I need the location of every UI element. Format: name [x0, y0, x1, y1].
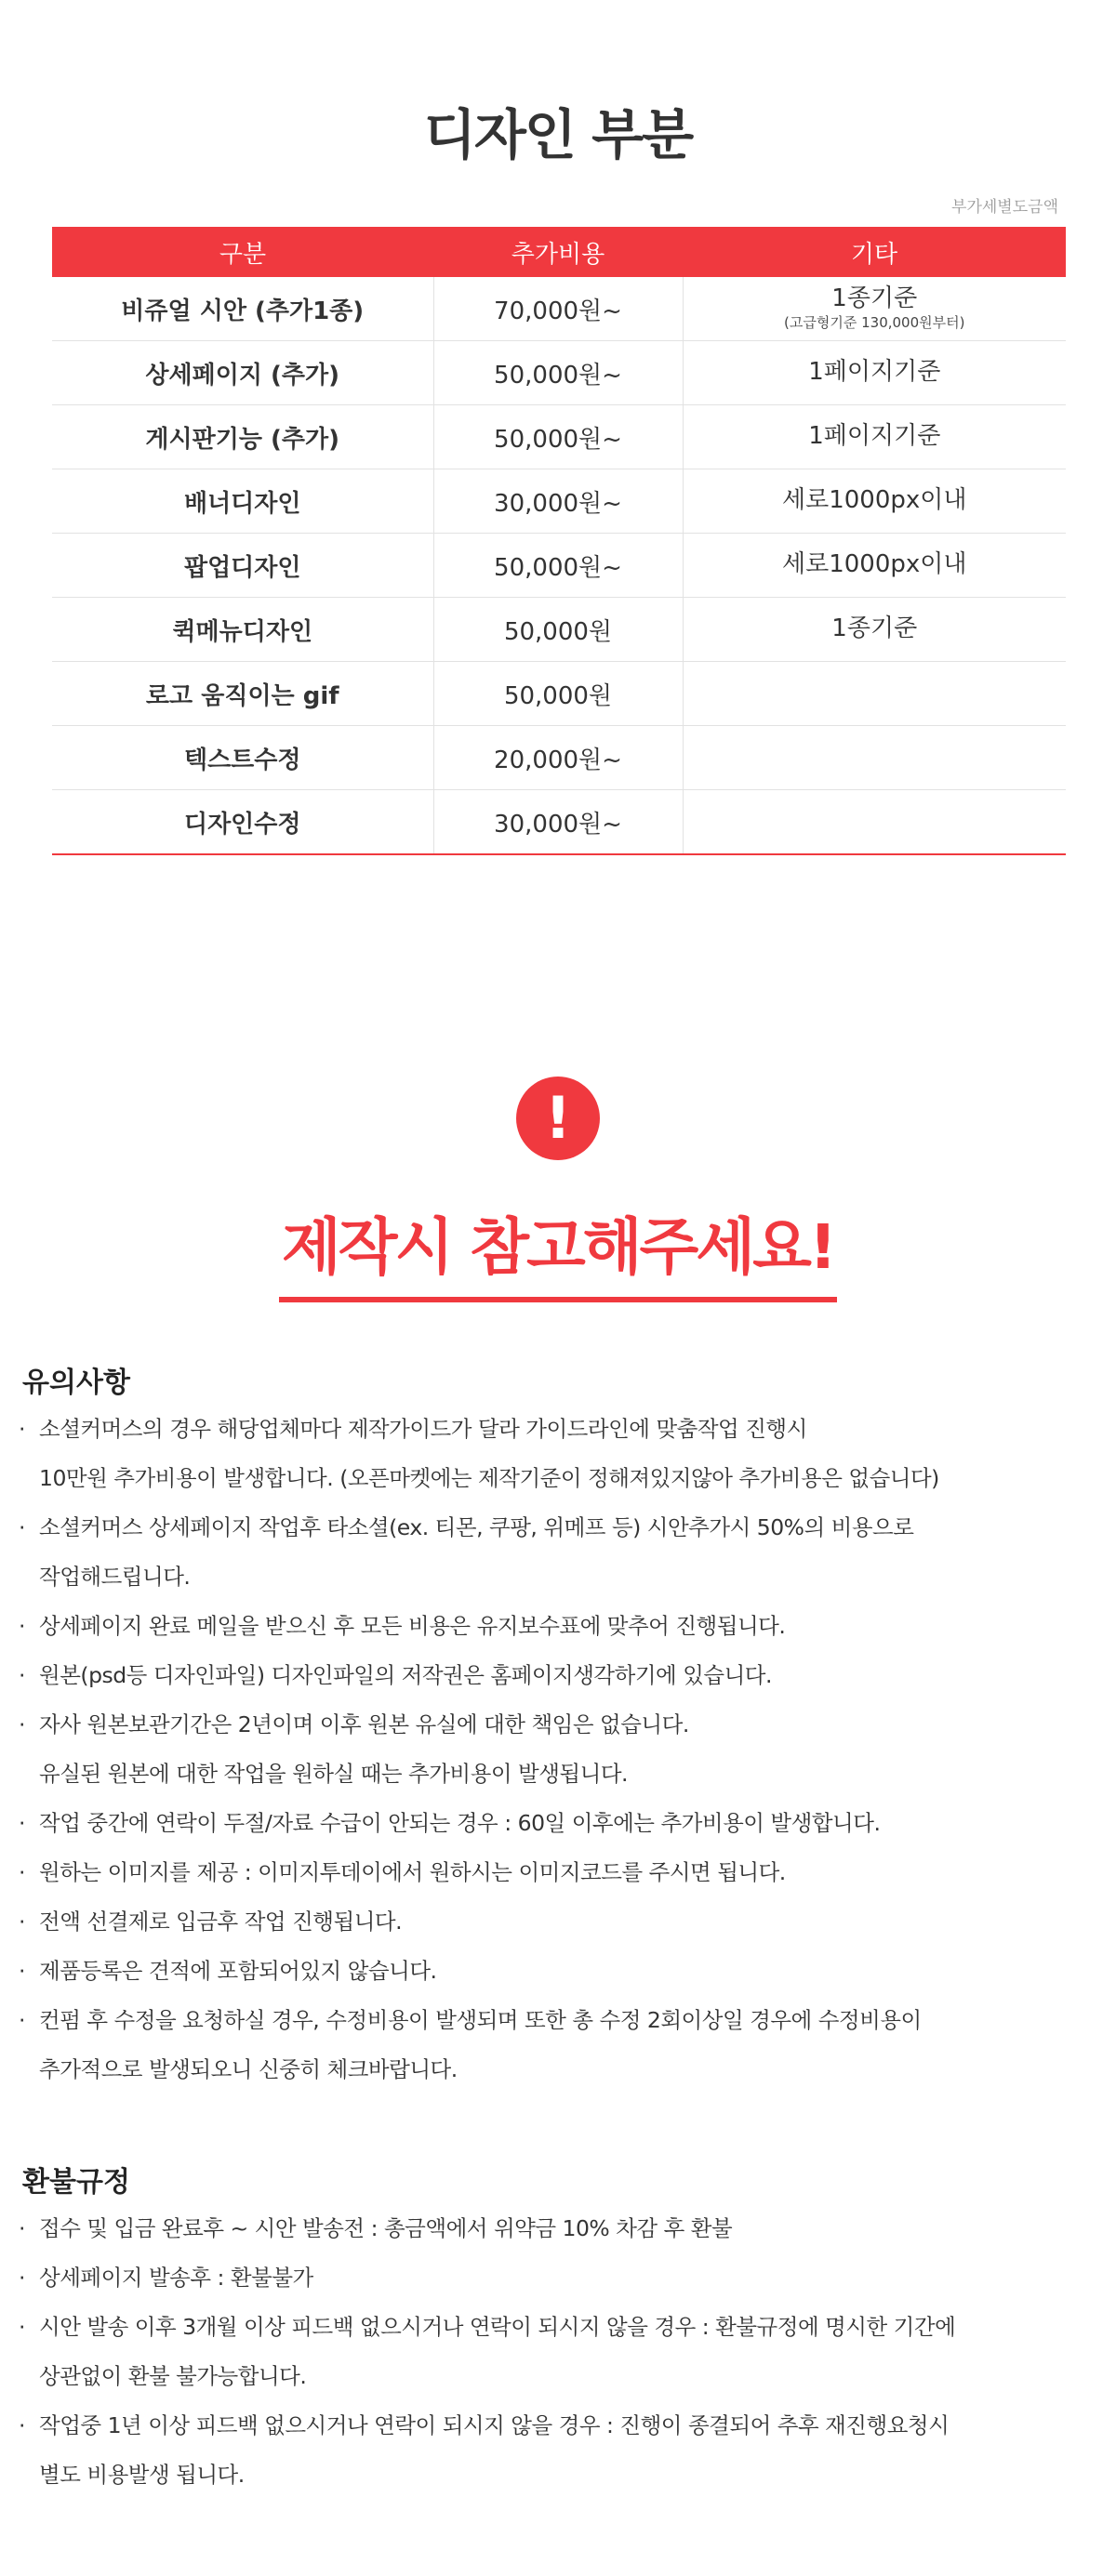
list-item — [19, 1947, 1097, 1996]
row-note — [683, 726, 1066, 790]
table-row — [52, 405, 1066, 469]
list-item — [19, 1700, 1097, 1799]
header-price: 추가비용 — [433, 227, 683, 277]
list-item — [19, 2253, 1097, 2303]
list-item — [19, 2204, 1097, 2253]
table-row — [52, 598, 1066, 662]
table-row — [52, 726, 1066, 790]
row-note — [683, 277, 1066, 341]
list-item — [19, 1848, 1097, 1897]
row-price: 70,000원~ — [433, 277, 683, 341]
list-item-line: · 소셜커머스의 경우 해당업체마다 제작가이드가 달라 가이드라인에 맞춤작업 진행시 — [39, 1416, 807, 1442]
list-item-line: · 상세페이지 발송후 : 환불불가 — [39, 2265, 313, 2291]
row-name: 퀵메뉴디자인 — [52, 598, 433, 662]
vat-note: 부가세별도금액 — [951, 198, 1058, 217]
list-item-line: 추가적으로 발생되오니 신중히 체크바랍니다. — [39, 2056, 458, 2082]
table-row — [52, 277, 1066, 341]
row-name: 비쥬얼 시안 (추가1종) — [52, 277, 433, 341]
refund-list — [19, 2204, 1097, 2500]
row-name: 배너디자인 — [52, 469, 433, 534]
notice-title-underline — [279, 1297, 837, 1302]
table-row — [52, 790, 1066, 855]
table-row — [52, 534, 1066, 598]
row-name: 텍스트수정 — [52, 726, 433, 790]
row-name: 상세페이지 (추가) — [52, 341, 433, 405]
list-item — [19, 1503, 1097, 1602]
list-item — [19, 1651, 1097, 1700]
list-item — [19, 1897, 1097, 1947]
row-price: 50,000원 — [433, 662, 683, 726]
row-price: 20,000원~ — [433, 726, 683, 790]
list-item — [19, 2303, 1097, 2401]
list-item-line: 상관없이 환불 불가능합니다. — [39, 2363, 307, 2389]
row-price: 50,000원 — [433, 598, 683, 662]
header-category: 구분 — [52, 227, 433, 277]
row-name: 팝업디자인 — [52, 534, 433, 598]
list-item-line: · 자사 원본보관기간은 2년이며 이후 원본 유실에 대한 책임은 없습니다. — [39, 1711, 689, 1737]
notice-title: 제작시 참고해주세요! — [282, 1211, 834, 1283]
row-subnote: (고급형기준 130,000원부터) — [784, 314, 965, 332]
table-row — [52, 341, 1066, 405]
list-item — [19, 1405, 1097, 1503]
row-note-text: 1종기준 — [831, 284, 918, 313]
list-item-line: · 상세페이지 완료 메일을 받으신 후 모든 비용은 유지보수표에 맞추어 진행됩니다. — [39, 1613, 786, 1639]
list-item — [19, 1799, 1097, 1848]
list-item-line: · 제품등록은 견적에 포함되어있지 않습니다. — [39, 1958, 437, 1984]
row-note — [683, 662, 1066, 726]
row-note — [683, 790, 1066, 855]
row-note: 세로1000px이내 — [683, 534, 1066, 598]
exclamation-icon: ! — [516, 1077, 600, 1160]
row-name: 게시판기능 (추가) — [52, 405, 433, 469]
table-row — [52, 662, 1066, 726]
list-item-line: 유실된 원본에 대한 작업을 원하실 때는 추가비용이 발생됩니다. — [39, 1761, 628, 1787]
list-item-line: 10만원 추가비용이 발생합니다. (오픈마켓에는 제작기준이 정해져있지않아 추가비용은 없습니다) — [39, 1465, 939, 1491]
list-item-line: · 작업 중간에 연락이 두절/자료 수급이 안되는 경우 : 60일 이후에는 추가비용이 발생합니다. — [39, 1810, 881, 1836]
row-price: 50,000원~ — [433, 405, 683, 469]
row-note: 세로1000px이내 — [683, 469, 1066, 534]
list-item-line: 작업해드립니다. — [39, 1564, 191, 1590]
list-item-line: · 컨펌 후 수정을 요청하실 경우, 수정비용이 발생되며 또한 총 수정 2회이상일 경우에 수정비용이 — [39, 2007, 922, 2033]
list-item — [19, 1602, 1097, 1651]
list-item-line: · 원하는 이미지를 제공 : 이미지투데이에서 원하시는 이미지코드를 주시면 됩니다. — [39, 1859, 786, 1885]
list-item-line: · 작업중 1년 이상 피드백 없으시거나 연락이 되시지 않을 경우 : 진행이 종결되어 추후 재진행요청시 — [39, 2412, 950, 2438]
row-price: 50,000원~ — [433, 534, 683, 598]
design-price-table — [52, 227, 1066, 855]
list-item-line: · 시안 발송 이후 3개월 이상 피드백 없으시거나 연락이 되시지 않을 경우 : 환불규정에 명시한 기간에 — [39, 2314, 956, 2340]
row-name: 로고 움직이는 gif — [52, 662, 433, 726]
row-price: 50,000원~ — [433, 341, 683, 405]
list-item-line: 별도 비용발생 됩니다. — [39, 2462, 245, 2488]
precautions-heading: 유의사항 — [22, 1367, 130, 1399]
table-header-row — [52, 227, 1066, 277]
row-price: 30,000원~ — [433, 790, 683, 855]
header-etc: 기타 — [683, 227, 1066, 277]
design-section-title: 디자인 부분 — [423, 103, 693, 166]
row-note: 1페이지기준 — [683, 405, 1066, 469]
list-item-line: · 전액 선결제로 입금후 작업 진행됩니다. — [39, 1909, 403, 1935]
refund-heading: 환불규정 — [22, 2166, 130, 2199]
list-item — [19, 2401, 1097, 2500]
precautions-list — [19, 1405, 1097, 2094]
table-row — [52, 469, 1066, 534]
row-note: 1종기준 — [683, 598, 1066, 662]
list-item — [19, 1996, 1097, 2094]
list-item-line: · 소셜커머스 상세페이지 작업후 타소셜(ex. 티몬, 쿠팡, 위메프 등) 시안추가시 50%의 비용으로 — [39, 1514, 914, 1540]
list-item-line: · 접수 및 입금 완료후 ~ 시안 발송전 : 총금액에서 위약금 10% 차감 후 환불 — [39, 2215, 733, 2241]
row-note: 1페이지기준 — [683, 341, 1066, 405]
row-price: 30,000원~ — [433, 469, 683, 534]
row-name: 디자인수정 — [52, 790, 433, 855]
list-item-line: · 원본(psd등 디자인파일) 디자인파일의 저작권은 홈페이지생각하기에 있습니다. — [39, 1662, 772, 1688]
